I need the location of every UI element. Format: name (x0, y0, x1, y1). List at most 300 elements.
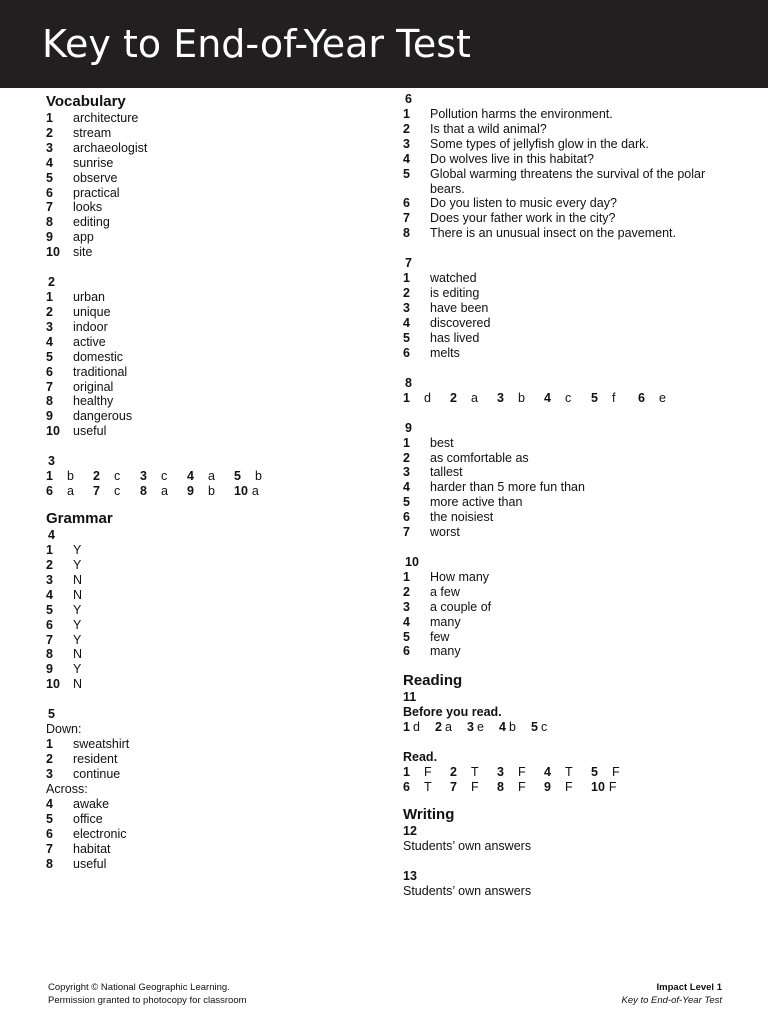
item-answer: Do you listen to music every day? (430, 196, 617, 211)
pair-answer: a (160, 484, 168, 499)
item-number: 1 (403, 569, 410, 584)
item-number: 2 (46, 752, 53, 767)
pair-answer: c (564, 390, 572, 405)
pair-number: 3 (467, 720, 474, 735)
item-answer: practical (73, 185, 120, 200)
answer-pair (450, 391, 497, 406)
exercise-number: 12 (403, 824, 417, 839)
pair-number: 2 (435, 720, 442, 735)
item-number: 5 (403, 166, 410, 181)
pair-answer: T (564, 765, 573, 780)
item-number: 2 (403, 584, 410, 599)
list-item (403, 211, 743, 226)
item-answer: the noisiest (430, 510, 494, 525)
footer-info (621, 981, 722, 1007)
answer-list (403, 271, 743, 360)
item-answer: Do wolves live in this habitat? (430, 151, 594, 166)
pair-number: 3 (140, 469, 147, 484)
answer-pair (234, 469, 281, 484)
item-answer: Y (73, 558, 82, 573)
list-item (403, 600, 743, 615)
list-item (46, 126, 366, 141)
list-item (403, 286, 743, 301)
item-answer: unique (73, 304, 111, 319)
item-number: 5 (403, 495, 410, 510)
item-answer: more active than (430, 495, 523, 510)
item-number: 5 (46, 602, 53, 617)
item-number: 9 (46, 230, 53, 245)
list-item (46, 857, 366, 872)
item-number: 2 (403, 450, 410, 465)
item-answer: dangerous (73, 409, 133, 424)
list-item (403, 585, 743, 600)
section-title-writing: Writing (403, 806, 455, 824)
item-answer: sunrise (73, 155, 114, 170)
pair-number: 5 (591, 765, 598, 780)
item-number: 7 (403, 525, 410, 540)
pair-number: 5 (531, 720, 538, 735)
item-answer: archaeologist (73, 140, 148, 155)
item-number: 5 (46, 170, 53, 185)
pair-number: 1 (46, 469, 53, 484)
list-item (46, 752, 366, 767)
answer-list (46, 111, 366, 260)
item-answer: observe (73, 170, 118, 185)
pair-number: 2 (450, 765, 457, 780)
list-item (46, 603, 366, 618)
exercise-number: 4 (48, 528, 55, 543)
list-item (46, 394, 366, 409)
item-answer: N (73, 677, 83, 692)
exercise-number: 8 (405, 375, 412, 390)
item-number: 3 (46, 767, 53, 781)
item-answer: electronic (73, 826, 127, 841)
item-answer: melts (430, 345, 460, 360)
item-answer: few (430, 629, 450, 644)
list-item (403, 644, 743, 659)
exercise-number: 13 (403, 869, 417, 884)
answer-pair (531, 720, 563, 735)
pair-answer: F (517, 765, 526, 780)
item-answer: domestic (73, 349, 124, 364)
pair-answer: b (254, 469, 262, 484)
item-answer: Y (73, 632, 82, 647)
pair-answer: c (113, 484, 121, 499)
list-item (46, 200, 366, 215)
item-number: 5 (403, 629, 410, 644)
item-number: 7 (46, 841, 53, 856)
list-item (46, 186, 366, 201)
answer-pair (187, 469, 234, 484)
list-item (403, 630, 743, 645)
answer-list (46, 797, 366, 872)
exercise-5 (46, 707, 366, 871)
pair-number: 2 (450, 390, 457, 405)
vocabulary-section (46, 92, 366, 260)
pair-answer: F (423, 765, 432, 780)
pair-number: 7 (93, 484, 100, 499)
pair-answer: e (658, 390, 666, 405)
item-number: 5 (46, 811, 53, 826)
list-item (403, 301, 743, 316)
item-number: 9 (46, 409, 53, 424)
item-number: 8 (46, 215, 53, 230)
answer-row (403, 720, 743, 735)
item-answer: Y (73, 602, 82, 617)
answer-pair (591, 391, 638, 406)
answer-row (46, 484, 366, 499)
pair-number: 8 (140, 484, 147, 499)
item-answer: habitat (73, 841, 111, 856)
pair-answer: T (470, 765, 479, 780)
exercise-number: 5 (48, 707, 55, 722)
item-answer: as comfortable as (430, 450, 529, 465)
exercise-number: 11 (403, 690, 417, 705)
pair-answer: F (611, 765, 620, 780)
exercise-number: 6 (405, 92, 412, 106)
list-item (46, 111, 366, 126)
pair-number: 1 (403, 720, 410, 735)
list-item (403, 451, 743, 466)
item-number: 4 (46, 587, 53, 602)
answer-pair (403, 391, 450, 406)
pair-answer: a (251, 484, 259, 499)
answer-pair (435, 720, 467, 735)
item-number: 3 (403, 300, 410, 315)
item-answer: traditional (73, 364, 128, 379)
item-number: 2 (46, 304, 53, 319)
item-answer: Global warming threatens the survival of the polar bears. (430, 166, 706, 196)
answer-pair (93, 469, 140, 484)
item-number: 3 (403, 599, 410, 614)
pair-number: 4 (187, 469, 194, 484)
list-item (403, 316, 743, 331)
item-number: 3 (403, 136, 410, 151)
item-answer: N (73, 647, 83, 662)
section-title-reading: Reading (403, 672, 463, 690)
pair-answer: a (470, 390, 478, 405)
list-item (46, 618, 366, 633)
item-answer: continue (73, 767, 121, 781)
list-item (403, 107, 743, 122)
item-answer: useful (73, 856, 107, 871)
answer-pair (638, 391, 685, 406)
item-number: 1 (46, 543, 53, 558)
item-answer: stream (73, 125, 112, 140)
exercise-number: 7 (405, 256, 412, 271)
answer-pair (46, 484, 93, 499)
answer-pair (497, 391, 544, 406)
pair-number: 10 (234, 484, 248, 499)
item-answer: a few (430, 584, 460, 599)
exercise-number: 3 (48, 454, 55, 469)
list-item (403, 465, 743, 480)
item-answer: Y (73, 662, 82, 677)
item-answer: Some types of jellyfish glow in the dark. (430, 136, 649, 151)
list-item (403, 167, 743, 197)
pair-number: 5 (234, 469, 241, 484)
list-item (403, 122, 743, 137)
answer-row (403, 391, 743, 406)
answer-row (403, 780, 743, 795)
copyright-text: Copyright © National Geographic Learning. (48, 982, 230, 993)
pair-answer: b (508, 720, 516, 735)
answer-pair (234, 484, 272, 499)
answer-pair (544, 780, 591, 795)
item-answer: urban (73, 290, 105, 305)
item-answer: best (430, 435, 454, 450)
item-number: 7 (403, 211, 410, 226)
pair-number: 4 (499, 720, 506, 735)
pair-answer: F (470, 780, 479, 795)
pair-number: 2 (93, 469, 100, 484)
item-number: 4 (46, 155, 53, 170)
item-number: 2 (46, 558, 53, 573)
pair-number: 8 (497, 780, 504, 795)
reading-section (403, 671, 743, 795)
footer-copyright (48, 981, 247, 1007)
item-number: 6 (46, 364, 53, 379)
list-item (403, 152, 743, 167)
item-answer: has lived (430, 330, 480, 345)
list-item (46, 409, 366, 424)
answer-list (403, 436, 743, 540)
item-answer: Y (73, 617, 82, 632)
pair-answer: b (517, 390, 525, 405)
list-item (403, 615, 743, 630)
answer-pair (403, 780, 450, 795)
item-answer: have been (430, 300, 489, 315)
list-item (46, 662, 366, 677)
list-item (403, 271, 743, 286)
exercise-6 (403, 92, 743, 241)
answer-pair (467, 720, 499, 735)
list-item (403, 346, 743, 361)
item-answer: indoor (73, 319, 108, 334)
item-answer: harder than 5 more fun than (430, 480, 585, 495)
answer-list (403, 570, 743, 659)
list-item (46, 737, 366, 752)
list-item (46, 380, 366, 395)
list-item (46, 573, 366, 588)
list-item (46, 245, 366, 260)
pair-number: 5 (591, 390, 598, 405)
list-item (403, 480, 743, 495)
answer-list (403, 107, 743, 241)
across-label: Across: (46, 781, 88, 796)
item-answer: There is an unusual insect on the pavement. (430, 226, 676, 241)
list-item (403, 331, 743, 346)
list-item (403, 196, 743, 211)
item-number: 6 (46, 826, 53, 841)
item-number: 7 (46, 200, 53, 215)
item-number: 1 (46, 737, 53, 752)
exercise-2 (46, 275, 366, 439)
writing-section (403, 805, 743, 899)
item-answer: original (73, 379, 114, 394)
item-answer: looks (73, 200, 103, 215)
item-number: 6 (403, 345, 410, 360)
item-answer: Y (73, 543, 82, 558)
item-answer: useful (73, 424, 107, 439)
answer-row (403, 765, 743, 780)
pair-answer: e (476, 720, 484, 735)
list-item (46, 171, 366, 186)
pair-answer: F (517, 780, 526, 795)
list-item (403, 226, 743, 241)
exercise-10 (403, 555, 743, 659)
item-answer: resident (73, 752, 118, 767)
answer-list (46, 737, 366, 782)
item-number: 3 (46, 140, 53, 155)
item-number: 3 (403, 465, 410, 480)
pair-number: 1 (403, 390, 410, 405)
item-answer: tallest (430, 465, 463, 480)
pair-answer: T (423, 780, 432, 795)
item-answer: many (430, 614, 461, 629)
item-answer: How many (430, 569, 490, 584)
answer-pair (403, 765, 450, 780)
pair-answer: a (207, 469, 215, 484)
exercise-8 (403, 376, 743, 406)
answer-list (46, 290, 366, 439)
pair-number: 6 (46, 484, 53, 499)
read-label: Read. (403, 750, 438, 765)
pair-answer: a (66, 484, 74, 499)
list-item (46, 156, 366, 171)
item-number: 10 (46, 245, 60, 260)
list-item (46, 305, 366, 320)
item-number: 8 (46, 647, 53, 662)
pair-answer: b (66, 469, 74, 484)
item-answer: sweatshirt (73, 737, 130, 752)
list-item (46, 215, 366, 230)
item-answer: office (73, 811, 103, 826)
item-answer: Does your father work in the city? (430, 211, 616, 226)
list-item (46, 141, 366, 156)
list-item (46, 335, 366, 350)
answer-pair (544, 765, 591, 780)
grammar-section (46, 509, 366, 692)
item-number: 2 (46, 125, 53, 140)
answer-pair (93, 484, 140, 499)
list-item (403, 510, 743, 525)
answer-pair (591, 780, 629, 795)
list-item (46, 290, 366, 305)
item-number: 9 (46, 662, 53, 677)
item-answer: N (73, 587, 83, 602)
answer-pair (544, 391, 591, 406)
pair-answer: c (113, 469, 121, 484)
level-text: Impact Level 1 (656, 982, 722, 993)
item-number: 7 (46, 379, 53, 394)
item-number: 10 (46, 677, 60, 692)
list-item (46, 633, 366, 648)
list-item (46, 797, 366, 812)
item-answer: many (430, 644, 461, 659)
item-answer: N (73, 572, 83, 587)
list-item (403, 525, 743, 540)
list-item (46, 424, 366, 439)
answer-pair (450, 780, 497, 795)
list-item (403, 436, 743, 451)
list-item (46, 647, 366, 662)
right-column (403, 92, 743, 914)
list-item (403, 137, 743, 152)
pair-number: 3 (497, 390, 504, 405)
item-answer: editing (73, 215, 110, 230)
answer-pair (140, 469, 187, 484)
pair-answer: F (608, 780, 617, 795)
pair-number: 4 (544, 765, 551, 780)
item-number: 1 (46, 290, 53, 305)
exercise-number: 2 (48, 275, 55, 290)
item-answer: Pollution harms the environment. (430, 107, 613, 121)
list-item (46, 365, 366, 380)
pair-number: 6 (403, 780, 410, 795)
pair-number: 4 (544, 390, 551, 405)
item-answer: site (73, 245, 93, 260)
item-answer: a couple of (430, 599, 492, 614)
item-number: 1 (403, 271, 410, 286)
list-item (46, 767, 366, 782)
permission-text: Permission granted to photocopy for classroom (48, 995, 247, 1006)
answer-text: Students’ own answers (403, 884, 532, 899)
pair-answer: b (207, 484, 215, 499)
answer-text: Students’ own answers (403, 839, 532, 854)
item-answer: app (73, 230, 94, 245)
item-answer: is editing (430, 286, 480, 301)
left-column (46, 92, 366, 886)
item-answer: Is that a wild animal? (430, 121, 547, 136)
pair-answer: a (444, 720, 452, 735)
item-number: 10 (46, 424, 60, 439)
item-number: 4 (403, 151, 410, 166)
item-answer: awake (73, 796, 110, 811)
item-number: 8 (46, 394, 53, 409)
pair-answer: c (540, 720, 548, 735)
answer-pair (46, 469, 93, 484)
item-number: 3 (46, 572, 53, 587)
item-number: 4 (403, 315, 410, 330)
list-item (46, 543, 366, 558)
item-number: 2 (403, 286, 410, 301)
pair-number: 10 (591, 780, 605, 795)
item-number: 1 (46, 111, 53, 125)
item-number: 4 (46, 796, 53, 811)
exercise-number: 9 (405, 420, 412, 435)
exercise-7 (403, 256, 743, 360)
before-you-read-label: Before you read. (403, 705, 502, 720)
item-number: 6 (403, 644, 410, 659)
answer-pair (497, 780, 544, 795)
footer-doc-title: Key to End-of-Year Test (621, 995, 722, 1006)
down-label: Down: (46, 722, 82, 737)
answer-pair (499, 720, 531, 735)
answer-pair (403, 720, 435, 735)
list-item (403, 570, 743, 585)
item-number: 6 (403, 510, 410, 525)
exercise-9 (403, 421, 743, 540)
pair-answer: f (611, 390, 616, 405)
item-number: 7 (46, 632, 53, 647)
item-number: 8 (403, 226, 410, 241)
section-title-vocabulary: Vocabulary (46, 93, 126, 110)
page-title: Key to End-of-Year Test (42, 22, 471, 66)
answer-list (46, 543, 366, 692)
item-answer: worst (430, 525, 460, 540)
item-number: 5 (403, 330, 410, 345)
